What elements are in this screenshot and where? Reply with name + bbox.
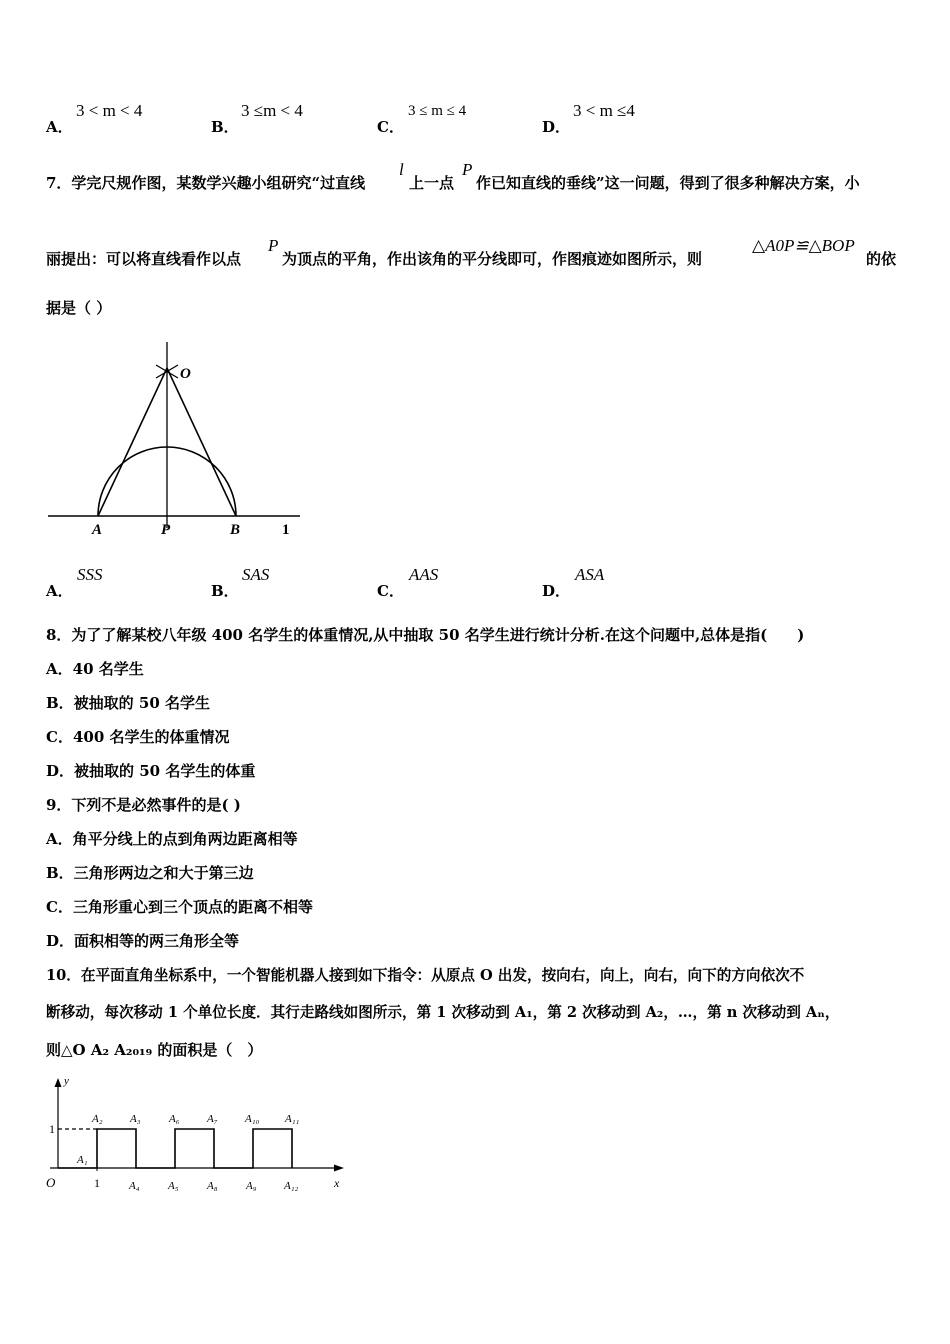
q6-option-c-letter: C．	[377, 118, 404, 136]
q7-point-p: P	[462, 160, 473, 179]
q10-label-one-x: 1	[94, 1176, 100, 1190]
q10-label-a11: A₁₁	[285, 1113, 300, 1125]
q8-option-c: C．400 名学生的体重情况	[46, 728, 230, 746]
q10-line2: 断移动，每次移动 1 个单位长度．其行走路线如图所示，第 1 次移动到 A₁，第 2 次移动到 A₂，…，第 n 次移动到 Aₙ，	[46, 1004, 840, 1021]
q10-label-a6: A₆	[169, 1113, 180, 1125]
q7-line3: 据是（ ）	[46, 299, 112, 317]
q10-path-figure	[40, 1074, 350, 1196]
q10-line1: 10．在平面直角坐标系中，一个智能机器人接到如下指令：从原点 O 出发，按向右，向上，向右，向下的方向依次不	[46, 967, 805, 984]
q6-option-c-expr: 3 ≤ m ≤ 4	[408, 103, 467, 119]
q10-label-a3: A₃	[130, 1113, 141, 1125]
q7-segment-bo	[167, 368, 236, 516]
q6-option-d-letter: D．	[542, 118, 571, 136]
q10-label-a8: A₈	[207, 1180, 218, 1192]
q10-y-arrow	[55, 1078, 62, 1087]
q8-option-b: B．被抽取的 50 名学生	[46, 694, 210, 712]
q7-option-b-letter: B．	[211, 582, 239, 600]
q10-label-a7: A₇	[207, 1113, 218, 1125]
q9-option-b: B．三角形两边之和大于第三边	[46, 864, 254, 882]
q10-label-a4: A₄	[129, 1180, 140, 1192]
q7-line2-part-c: 的依	[866, 250, 897, 268]
q7-construction-figure	[44, 338, 306, 542]
q6-option-d-expr: 3 < m ≤4	[573, 101, 635, 120]
q9-option-c: C．三角形重心到三个顶点的距离不相等	[46, 898, 313, 916]
q10-robot-path	[58, 1129, 292, 1168]
q8-option-d: D．被抽取的 50 名学生的体重	[46, 762, 256, 780]
q7-label-a: A	[92, 522, 103, 538]
q7-option-b-expr: SAS	[242, 565, 270, 584]
q10-label-x: x	[334, 1176, 340, 1190]
q7-line1-part-b: 上一点	[409, 174, 455, 192]
q7-segment-ao	[98, 368, 167, 516]
q7-option-a-expr: SSS	[77, 565, 103, 584]
q10-label-y: y	[64, 1075, 69, 1087]
q10-line3: 则△O A₂ A₂₀₁₉ 的面积是（ ）	[46, 1041, 263, 1059]
q10-label-one-y: 1	[49, 1122, 55, 1136]
q10-label-a10: A₁₀	[245, 1113, 260, 1125]
q10-label-a9: A₉	[246, 1180, 257, 1192]
q7-line2-part-a: 丽提出：可以将直线看作以点	[46, 250, 242, 268]
q10-x-arrow	[334, 1165, 344, 1172]
q6-option-b-letter: B．	[211, 118, 239, 136]
q7-line2-part-b: 为顶点的平角，作出该角的平分线即可，作图痕迹如图所示，则	[282, 250, 703, 268]
q7-label-o: O	[180, 366, 191, 382]
q10-label-a5: A₅	[168, 1180, 179, 1192]
q7-label-line: 1	[282, 522, 290, 538]
q7-point-p-2: P	[268, 236, 279, 255]
q6-option-a-letter: A．	[46, 118, 73, 136]
q9-option-d: D．面积相等的两三角形全等	[46, 932, 240, 950]
q10-label-a12: A₁₂	[284, 1180, 299, 1192]
q7-option-c-letter: C．	[377, 582, 404, 600]
q9-option-a: A．角平分线上的点到角两边距离相等	[46, 830, 298, 848]
q7-line1-part-c: 作已知直线的垂线”这一问题，得到了很多种解决方案，小	[476, 174, 860, 192]
q7-option-c-expr: AAS	[409, 565, 439, 584]
q7-option-d-expr: ASA	[575, 565, 605, 584]
q7-congruence: △A0P≌△BOP	[752, 236, 855, 255]
q10-label-a1: A₁	[77, 1154, 88, 1166]
q7-option-d-letter: D．	[542, 582, 571, 600]
q7-option-a-letter: A．	[46, 582, 73, 600]
q8-option-a: A．40 名学生	[46, 660, 144, 678]
q7-line1-part-a: 7．学完尺规作图，某数学兴趣小组研究“过直线	[46, 174, 366, 192]
q6-option-a-expr: 3 < m < 4	[76, 101, 143, 120]
q10-label-o: O	[46, 1175, 56, 1190]
q7-label-b: B	[230, 522, 241, 538]
q6-option-b-expr: 3 ≤m < 4	[241, 101, 303, 120]
q9-stem: 9．下列不是必然事件的是( )	[46, 796, 241, 814]
q10-label-a2: A₂	[92, 1113, 103, 1125]
q8-stem: 8．为了了解某校八年级 400 名学生的体重情况,从中抽取 50 名学生进行统计分析.在这个问题中,总体是指( )	[46, 626, 805, 644]
q7-label-p: P	[161, 522, 171, 538]
q7-line-l: l	[399, 160, 404, 179]
